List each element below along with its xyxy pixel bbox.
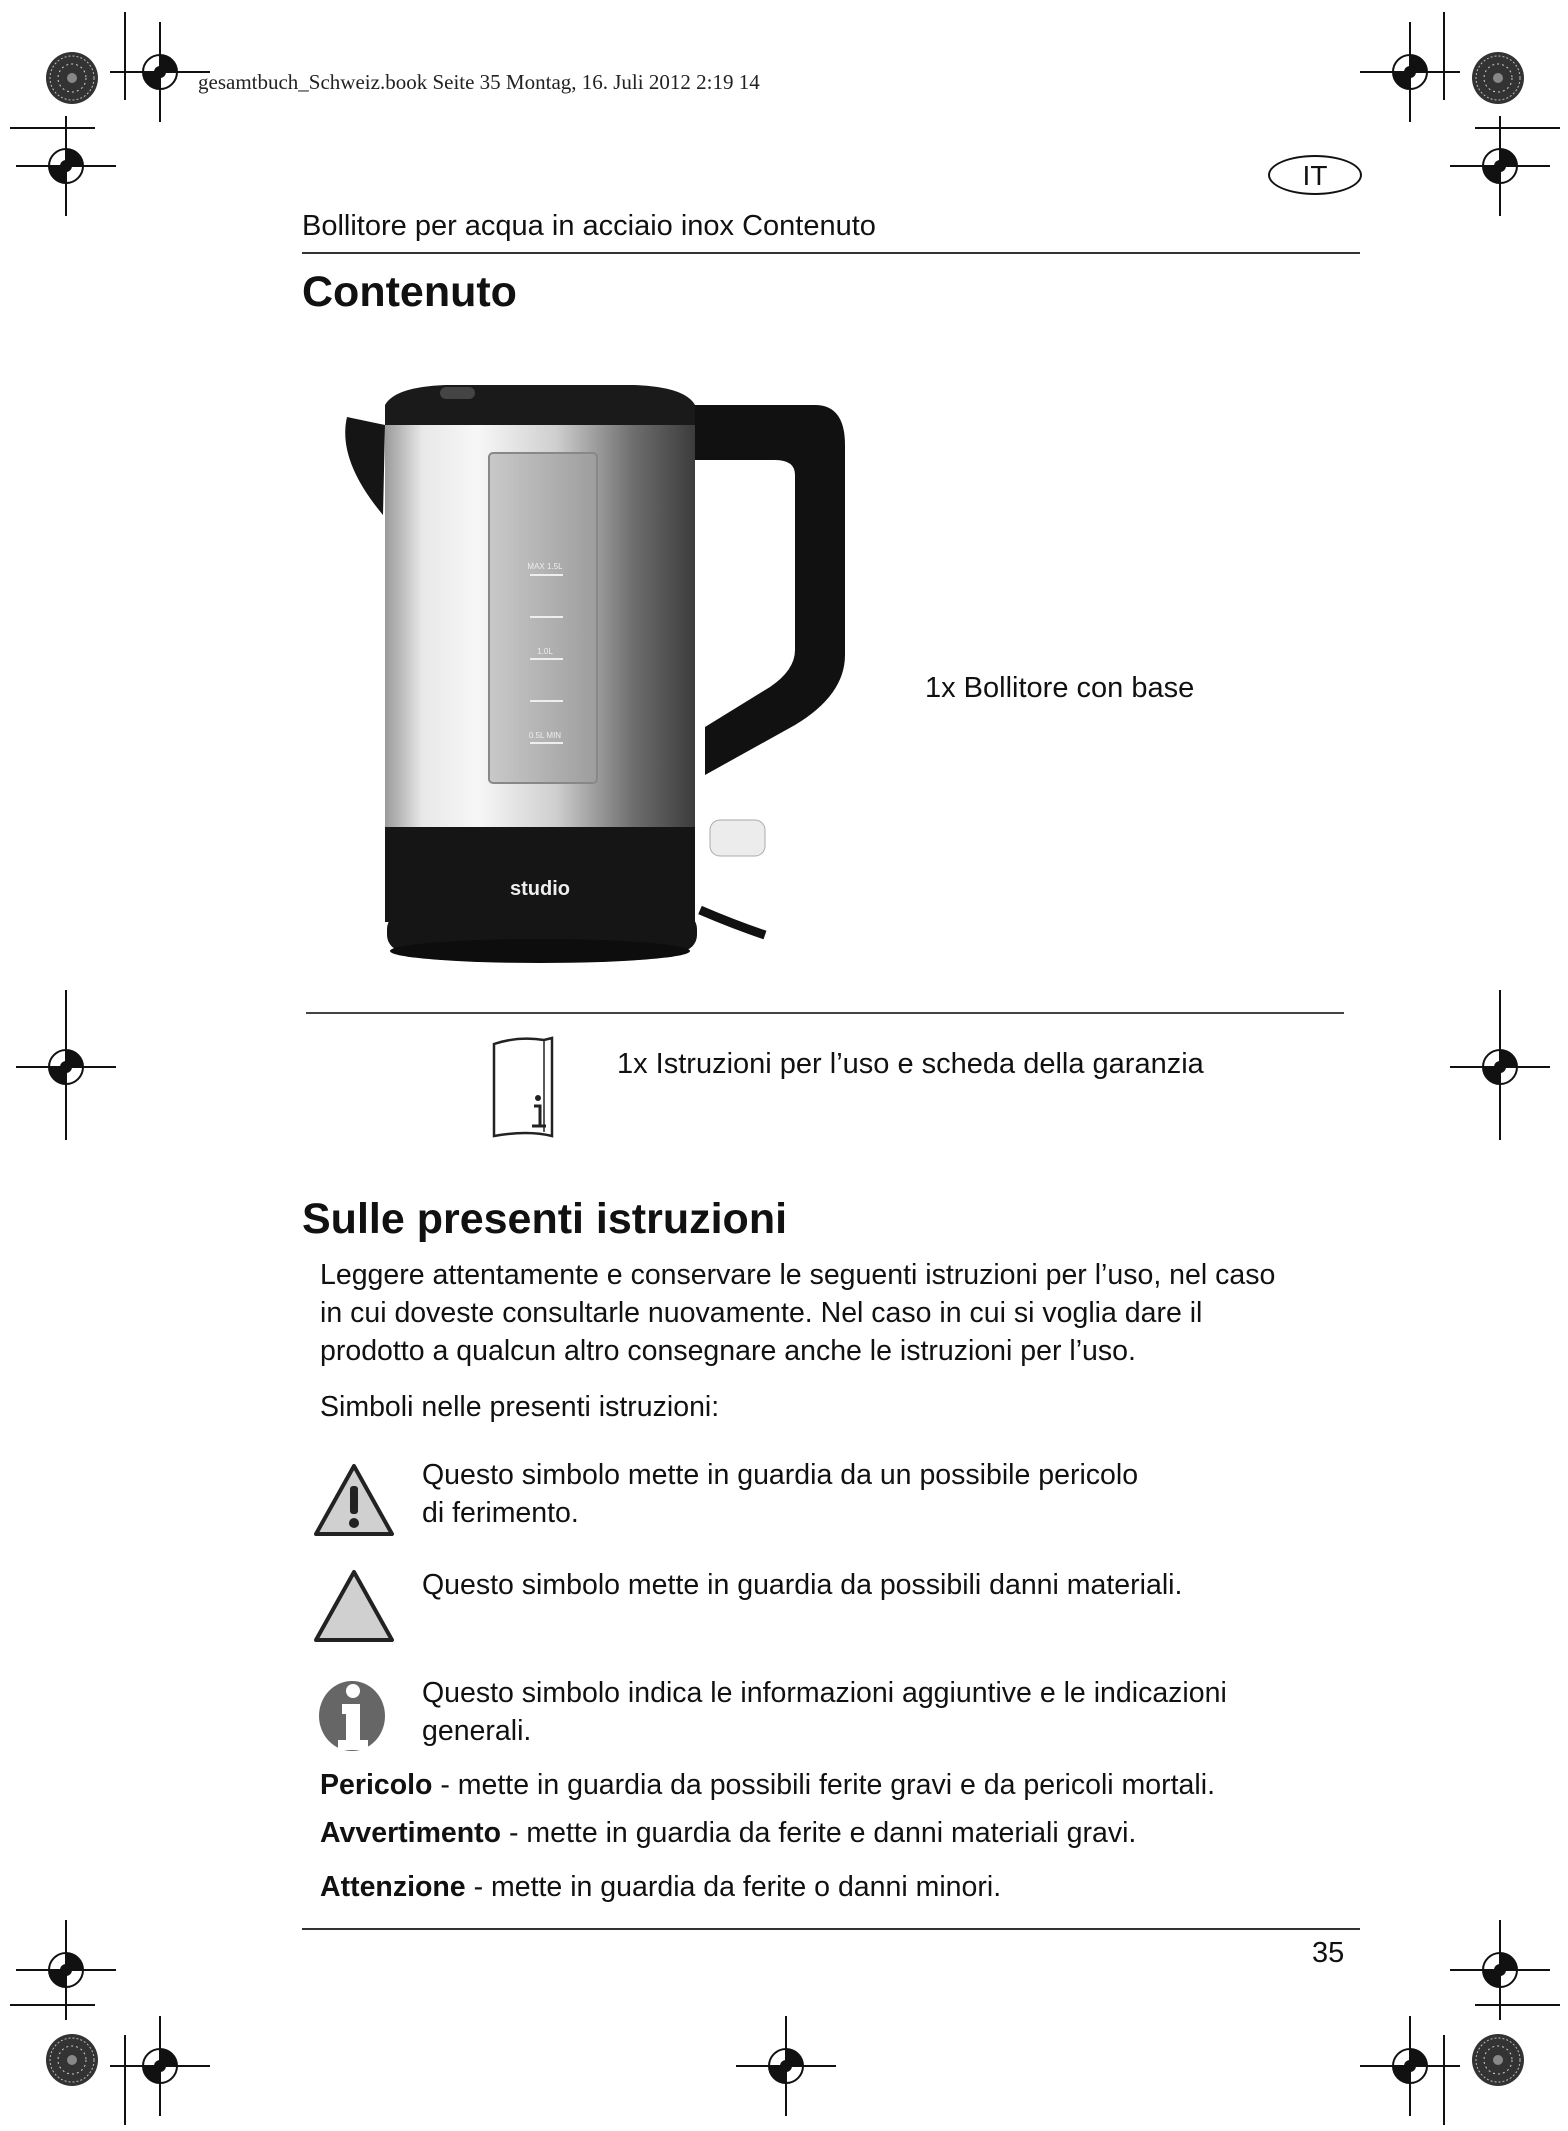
definition-text: - mette in guardia da ferite e danni materiali gravi. — [501, 1817, 1137, 1849]
kettle-image — [305, 365, 875, 975]
definition-text: - mette in guardia da possibili ferite gravi e da pericoli mortali. — [432, 1769, 1215, 1801]
running-header: Bollitore per acqua in acciaio inox Contenuto — [302, 210, 876, 242]
intro-line: prodotto a qualcun altro consegnare anche le istruzioni per l’uso. — [320, 1335, 1136, 1367]
definition-term: Avvertimento — [320, 1817, 502, 1849]
warning-exclamation-icon — [312, 1462, 396, 1538]
definition-term: Attenzione — [320, 1871, 466, 1903]
kettle-item-label: 1x Bollitore con base — [925, 672, 1195, 704]
contents-separator — [306, 1012, 1344, 1014]
intro-line: in cui doveste consultarle nuovamente. Nel caso in cui si voglia dare il — [320, 1297, 1203, 1329]
footer-rule — [302, 1928, 1360, 1930]
symbols-intro: Simboli nelle presenti istruzioni: — [320, 1391, 720, 1423]
symbol-line: generali. — [422, 1715, 532, 1747]
symbol-description-info — [422, 1674, 1372, 1750]
section-heading-contents: Contenuto — [302, 268, 517, 316]
header-rule — [302, 252, 1360, 254]
definition-caution — [320, 1868, 1001, 1906]
warning-triangle-icon — [312, 1568, 396, 1644]
symbol-line: Questo simbolo mette in guardia da un possibile pericolo — [422, 1459, 1139, 1491]
page-number: 35 — [1312, 1937, 1345, 1969]
print-slug: gesamtbuch_Schweiz.book Seite 35 Montag, 16. Juli 2012 2:19 14 — [198, 70, 760, 94]
manual-item-label: 1x Istruzioni per l’uso e scheda della garanzia — [617, 1048, 1204, 1080]
definition-term: Pericolo — [320, 1769, 433, 1801]
info-icon — [316, 1678, 388, 1754]
symbol-description-damage: Questo simbolo mette in guardia da possibili danni materiali. — [422, 1569, 1183, 1601]
language-badge: IT — [1268, 155, 1362, 195]
scale-mark-max: MAX 1.5L — [527, 562, 563, 571]
intro-paragraph — [320, 1256, 1380, 1370]
kettle-brand-logo: studio — [510, 878, 570, 900]
definition-danger — [320, 1766, 1215, 1804]
section-heading-about: Sulle presenti istruzioni — [302, 1195, 788, 1243]
symbol-description-danger — [422, 1456, 1372, 1532]
symbol-line: di ferimento. — [422, 1497, 579, 1529]
intro-line: Leggere attentamente e conservare le seguenti istruzioni per l’uso, nel caso — [320, 1259, 1276, 1291]
definition-text: - mette in guardia da ferite o danni minori. — [465, 1871, 1002, 1903]
symbol-line: Questo simbolo indica le informazioni aggiuntive e le indicazioni — [422, 1677, 1227, 1709]
definition-warning — [320, 1814, 1136, 1852]
scale-mark-1l: 1.0L — [537, 647, 553, 656]
manual-booklet-icon — [488, 1032, 578, 1142]
scale-mark-min: 0.5L MIN — [528, 731, 562, 740]
